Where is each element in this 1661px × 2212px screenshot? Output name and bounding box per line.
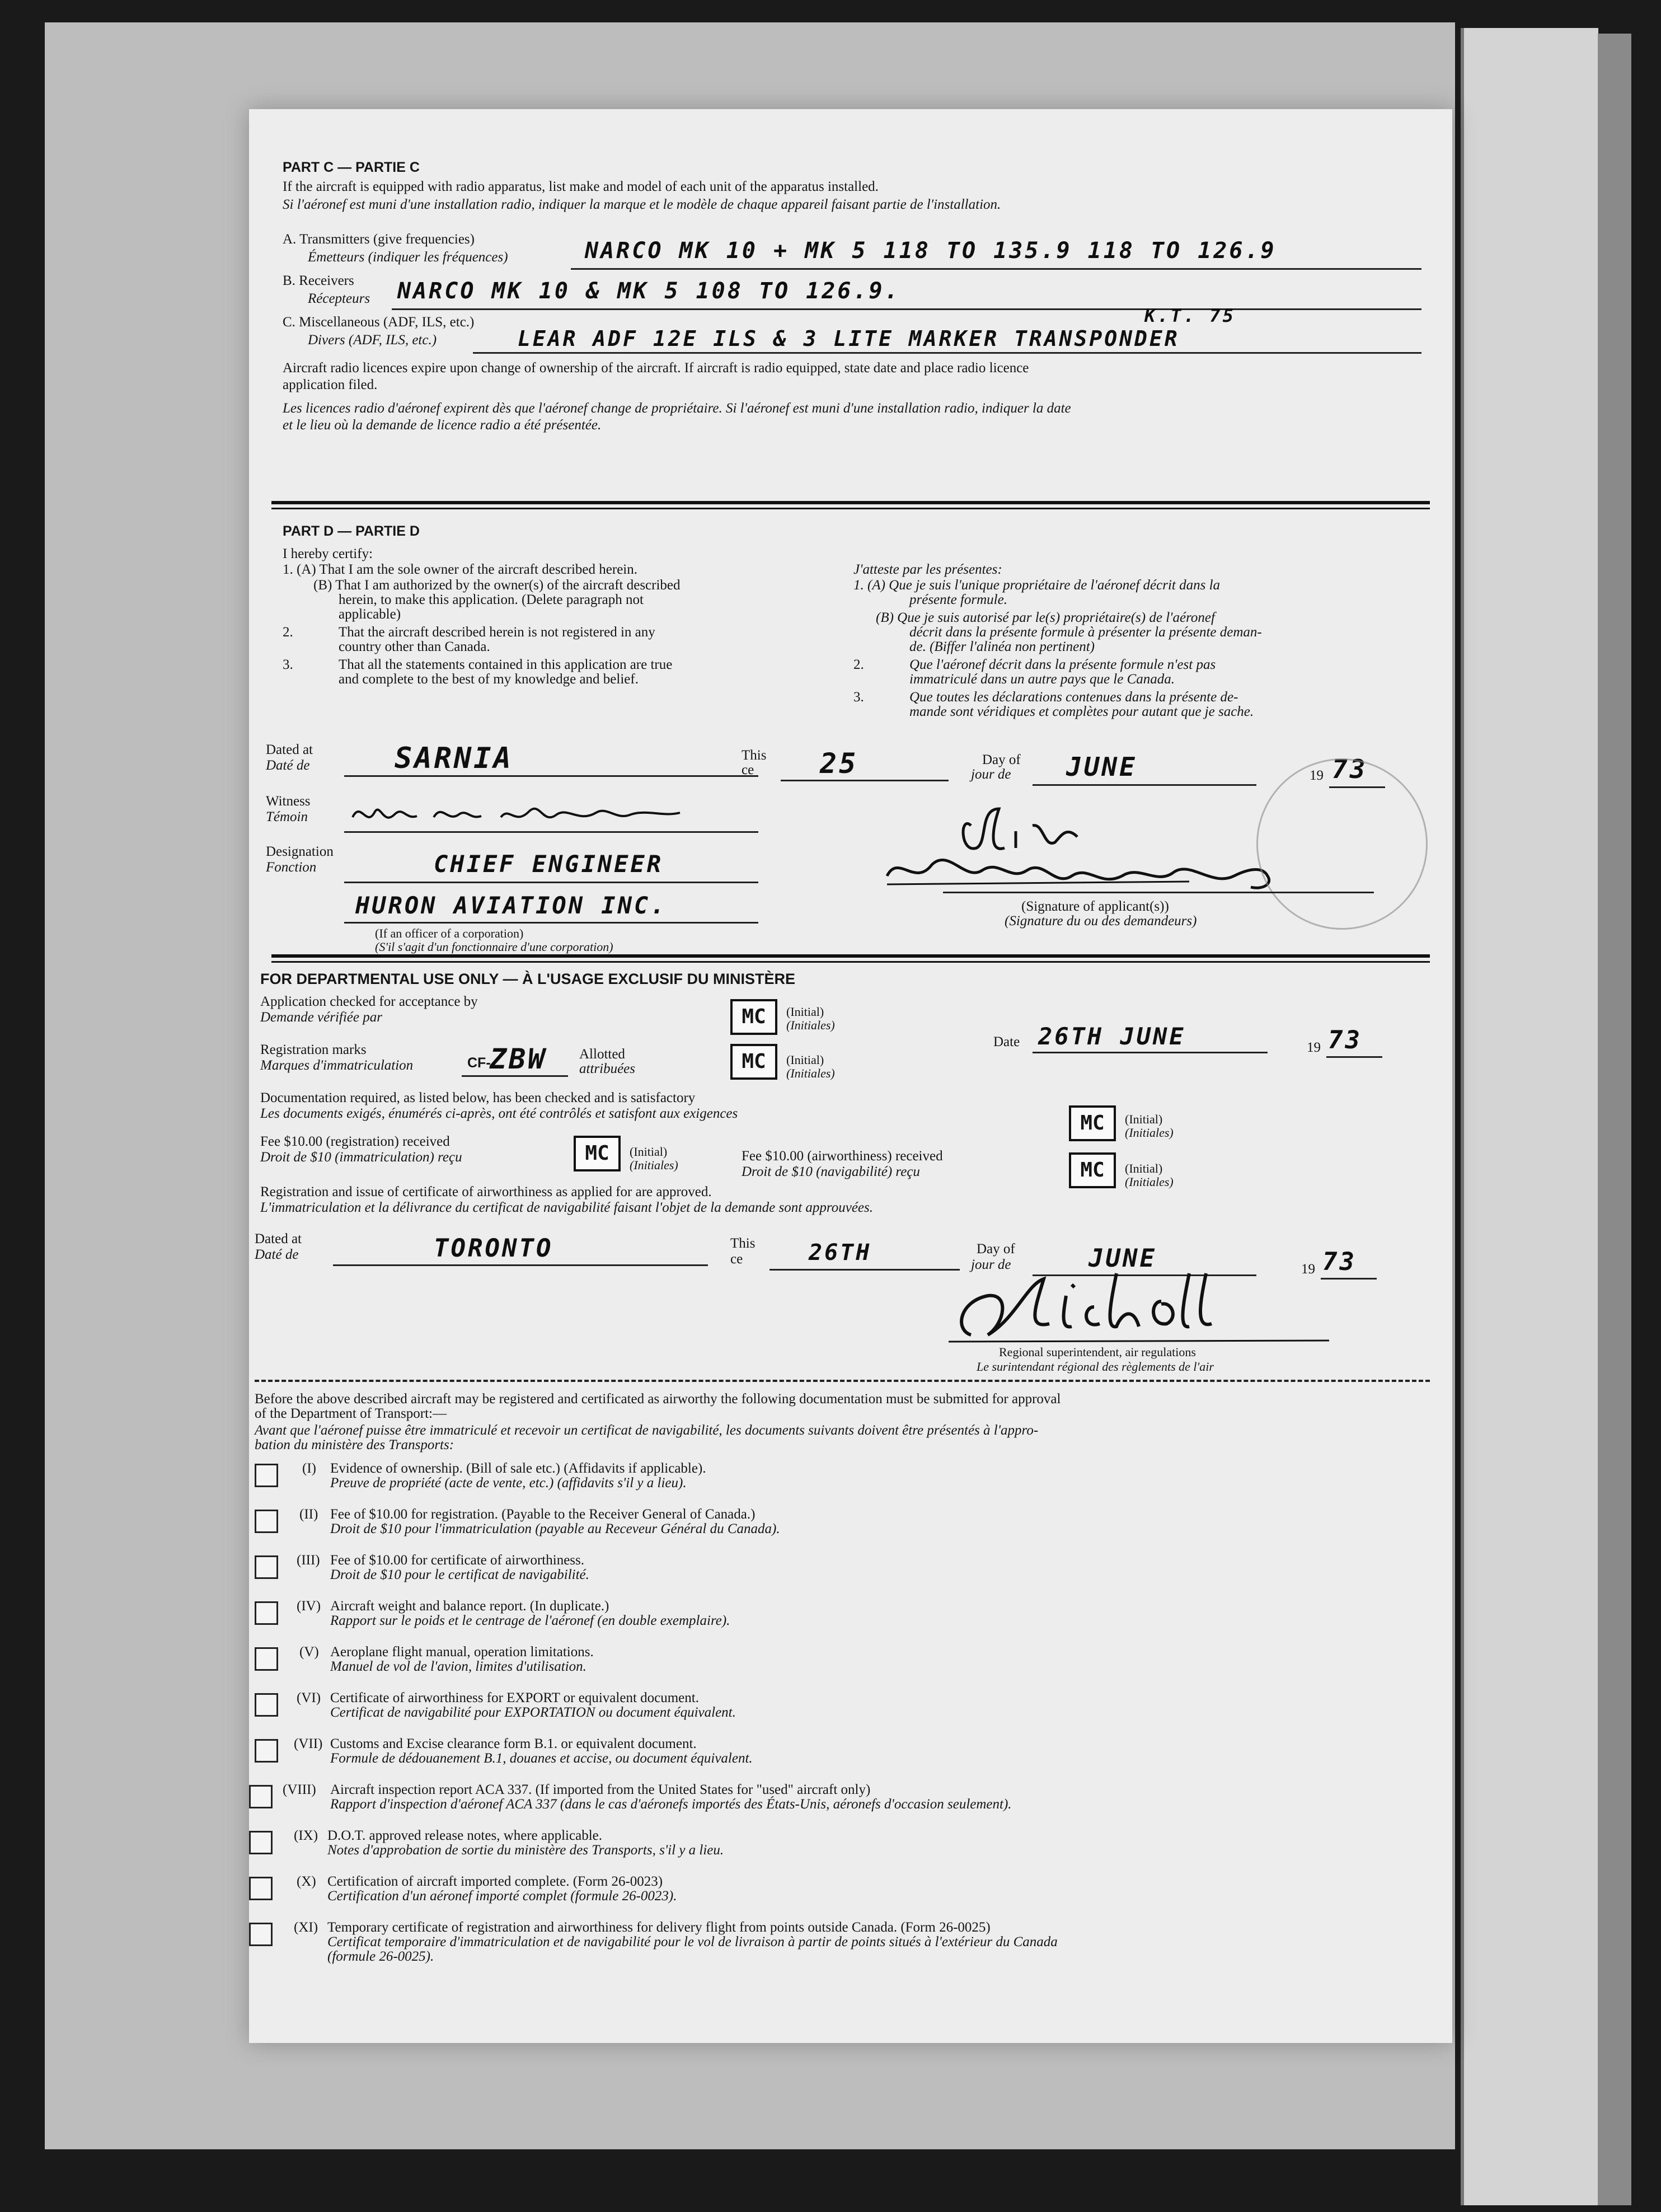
doc-item-fr: Preuve de propriété (acte de vente, etc.) (affidavits s'il y a lieu). bbox=[330, 1475, 687, 1491]
allotted-label-fr: attribuées bbox=[579, 1061, 635, 1076]
doc-item-en: Customs and Excise clearance form B.1. or equivalent document. bbox=[330, 1736, 697, 1751]
doc-checkbox-viii[interactable] bbox=[249, 1785, 273, 1808]
dept-year-value: 73 bbox=[1322, 1248, 1357, 1276]
superintendent-label-en: Regional superintendent, air regulations bbox=[999, 1345, 1196, 1359]
witness-label-fr: Témoin bbox=[266, 809, 308, 824]
dept-heading: FOR DEPARTMENTAL USE ONLY — À L'USAGE EXCLUSIF DU MINISTÈRE bbox=[260, 971, 795, 987]
doc-num: (II) bbox=[299, 1507, 318, 1522]
day-of-label-fr: jour de bbox=[971, 767, 1011, 782]
dept-this-label: This bbox=[730, 1236, 756, 1251]
doc-item-fr: Rapport d'inspection d'aéronef ACA 337 (dans le cas d'aéronefs importés des États-Unis, aéronefs d'occasion seulement). bbox=[330, 1797, 1012, 1812]
cert-en-1b-1: (B) That I am authorized by the owner(s) of the aircraft described bbox=[313, 578, 681, 593]
fee-air-label-fr: Droit de $10 (navigabilité) reçu bbox=[742, 1164, 920, 1179]
doc-item-fr: Certification d'un aéronef importé complet (formule 26-0023). bbox=[327, 1888, 677, 1904]
checked-label: Application checked for acceptance by bbox=[260, 994, 478, 1009]
dept-day-of-label: Day of bbox=[977, 1241, 1015, 1257]
part-d-heading: PART D — PARTIE D bbox=[283, 523, 420, 539]
certify-en: I hereby certify: bbox=[283, 546, 373, 561]
allotted-initials-box: MC bbox=[730, 1044, 777, 1080]
cert-en-1b-2: herein, to make this application. (Delete paragraph not bbox=[339, 592, 644, 607]
transmitters-label: A. Transmitters (give frequencies) bbox=[283, 232, 475, 247]
officer-note-fr: (S'il s'agit d'un fonctionnaire d'une corporation) bbox=[375, 940, 613, 954]
this-label-fr: ce bbox=[742, 762, 754, 777]
docs-intro-en-2: of the Department of Transport:— bbox=[255, 1406, 447, 1421]
doc-item-fr: Certificat temporaire d'immatriculation et de navigabilité pour le vol de livraison à partir de points situés à l'extérieur du Canada bbox=[327, 1934, 1058, 1949]
cert-en-3-2: and complete to the best of my knowledge and belief. bbox=[339, 672, 639, 687]
date-label: Date bbox=[993, 1034, 1020, 1049]
dashed-separator bbox=[255, 1380, 1430, 1382]
reg-marks-label-fr: Marques d'immatriculation bbox=[260, 1058, 414, 1073]
radio-note-en-1: Aircraft radio licences expire upon change of ownership of the aircraft. If aircraft is radio equipped, state date and place radio licence bbox=[283, 360, 1029, 376]
certify-fr: J'atteste par les présentes: bbox=[853, 562, 1002, 577]
cert-fr-3-1: Que toutes les déclarations contenues dans la présente de- bbox=[909, 690, 1238, 705]
year-value: 73 bbox=[1332, 754, 1368, 784]
applicant-sig-label-en: (Signature of applicant(s)) bbox=[1021, 899, 1169, 914]
superintendent-signature bbox=[937, 1262, 1340, 1352]
doc-num: (VIII) bbox=[283, 1782, 316, 1797]
doc-item-en: Evidence of ownership. (Bill of sale etc.) (Affidavits if applicable). bbox=[330, 1461, 706, 1476]
doc-item-en: Aeroplane flight manual, operation limitations. bbox=[330, 1644, 594, 1660]
doc-item-en: Fee of $10.00 for registration. (Payable to the Receiver General of Canada.) bbox=[330, 1507, 756, 1522]
doc-checkbox-xi[interactable] bbox=[249, 1923, 273, 1946]
fee-reg-initial-label: (Initial) bbox=[630, 1145, 668, 1159]
part-c-intro-fr: Si l'aéronef est muni d'une installation radio, indiquer la marque et le modèle de chaque appareil faisant partie de l'installation. bbox=[283, 197, 1001, 212]
reg-value: ZBW bbox=[490, 1043, 547, 1075]
radio-note-en-2: application filed. bbox=[283, 377, 378, 392]
doc-item-en: Aircraft weight and balance report. (In duplicate.) bbox=[330, 1599, 609, 1614]
doc-num: (V) bbox=[299, 1644, 319, 1660]
superintendent-label-fr: Le surintendant régional des règlements de l'air bbox=[977, 1360, 1214, 1374]
docs-intro-en-1: Before the above described aircraft may be registered and certificated as airworthy the following documentation must be submitted for approval bbox=[255, 1391, 1061, 1407]
allotted-initial-label-fr: (Initiales) bbox=[786, 1066, 835, 1080]
doc-item-fr: Droit de $10 pour le certificat de navigabilité. bbox=[330, 1567, 589, 1582]
this-label: This bbox=[742, 748, 767, 763]
fee-air-initial-label-fr: (Initiales) bbox=[1125, 1175, 1174, 1189]
doc-item-fr: Formule de dédouanement B.1, douanes et accise, ou document équivalent. bbox=[330, 1751, 753, 1766]
checked-label-fr: Demande vérifiée par bbox=[260, 1010, 382, 1025]
dated-at-label: Dated at bbox=[266, 742, 313, 757]
doc-item-fr: Droit de $10 pour l'immatriculation (payable au Receveur Général du Canada). bbox=[330, 1521, 780, 1536]
checked-initials-box: MC bbox=[730, 999, 777, 1035]
transmitters-label-fr: Émetteurs (indiquer les fréquences) bbox=[308, 250, 508, 265]
doc-checkbox-vii[interactable] bbox=[255, 1739, 278, 1763]
initial-label: (Initial) bbox=[786, 1005, 824, 1019]
fee-air-label: Fee $10.00 (airworthiness) received bbox=[742, 1149, 943, 1164]
doc-item-fr: Manuel de vol de l'avion, limites d'utilisation. bbox=[330, 1659, 586, 1674]
cert-fr-1b-2: décrit dans la présente formule à présenter la présente deman- bbox=[909, 625, 1262, 640]
misc-label: C. Miscellaneous (ADF, ILS, etc.) bbox=[283, 315, 475, 330]
dated-at-label-fr: Daté de bbox=[266, 758, 310, 773]
docs-intro-fr-2: bation du ministère des Transports: bbox=[255, 1437, 454, 1452]
doc-checkbox-v[interactable] bbox=[255, 1647, 278, 1671]
cert-fr-2-num: 2. bbox=[853, 657, 864, 672]
radio-note-fr-2: et le lieu où la demande de licence radio a été présentée. bbox=[283, 418, 602, 433]
day-of-label: Day of bbox=[982, 752, 1021, 767]
witness-label: Witness bbox=[266, 794, 311, 809]
doc-item-en: Certificate of airworthiness for EXPORT or equivalent document. bbox=[330, 1690, 699, 1705]
doc-checkbox-ix[interactable] bbox=[249, 1831, 273, 1854]
dept-dated-at-value: TORONTO bbox=[434, 1234, 553, 1263]
year-prefix: 19 bbox=[1310, 768, 1324, 783]
cert-en-2-num: 2. bbox=[283, 625, 293, 640]
reg-marks-label: Registration marks bbox=[260, 1042, 367, 1057]
receivers-label: B. Receivers bbox=[283, 273, 354, 288]
cert-en-1a: 1. (A) That I am the sole owner of the aircraft described herein. bbox=[283, 562, 637, 577]
doc-num: (IX) bbox=[294, 1828, 318, 1843]
cert-en-1b-3: applicable) bbox=[339, 607, 401, 622]
doc-item-fr: Notes d'approbation de sortie du ministère des Transports, s'il y a lieu. bbox=[327, 1843, 724, 1858]
fee-reg-initial-label-fr: (Initiales) bbox=[630, 1158, 678, 1172]
film-edge bbox=[1598, 34, 1631, 2205]
doc-checkbox-ii[interactable] bbox=[255, 1510, 278, 1533]
cert-fr-1b-1: (B) Que je suis autorisé par le(s) propriétaire(s) de l'aéronef bbox=[876, 610, 1215, 625]
dept-day-of-label-fr: jour de bbox=[971, 1257, 1011, 1272]
fee-air-initials-box: MC bbox=[1069, 1152, 1116, 1188]
part-c-heading: PART C — PARTIE C bbox=[283, 160, 420, 175]
officer-note-en: (If an officer of a corporation) bbox=[375, 926, 524, 940]
date-year-prefix: 19 bbox=[1307, 1040, 1321, 1055]
corporation-value: HURON AVIATION INC. bbox=[355, 892, 667, 919]
date-value: 26TH JUNE bbox=[1038, 1023, 1186, 1050]
doc-checkbox-i[interactable] bbox=[255, 1464, 278, 1487]
dept-dated-at-label: Dated at bbox=[255, 1231, 302, 1246]
documentation-initial-label: (Initial) bbox=[1125, 1112, 1163, 1126]
dated-at-value: SARNIA bbox=[395, 742, 513, 775]
documentation-label-fr: Les documents exigés, énumérés ci-après, ont été contrôlés et satisfont aux exigences bbox=[260, 1106, 738, 1121]
designation-label-fr: Fonction bbox=[266, 860, 317, 875]
doc-num: (VI) bbox=[297, 1690, 321, 1705]
dept-dated-at-label-fr: Daté de bbox=[255, 1247, 299, 1262]
doc-item-en: Aircraft inspection report ACA 337. (If imported from the United States for "used" aircraft only) bbox=[330, 1782, 871, 1797]
doc-item-en: Temporary certificate of registration and airworthiness for delivery flight from points outside Canada. (Form 26-0025) bbox=[327, 1920, 991, 1935]
allotted-initial-label: (Initial) bbox=[786, 1053, 824, 1067]
misc-label-fr: Divers (ADF, ILS, etc.) bbox=[308, 332, 437, 348]
cert-en-2-1: That the aircraft described herein is not registered in any bbox=[339, 625, 655, 640]
doc-item-fr: Rapport sur le poids et le centrage de l'aéronef (en double exemplaire). bbox=[330, 1613, 730, 1628]
issue-approved-label: Registration and issue of certificate of airworthiness as applied for are approved. bbox=[260, 1184, 712, 1199]
issue-approved-label-fr: L'immatriculation et la délivrance du certificat de navigabilité faisant l'objet de la demande sont approuvées. bbox=[260, 1200, 873, 1215]
receivers-value: NARCO MK 10 & MK 5 108 TO 126.9. bbox=[397, 278, 900, 304]
doc-item-en: D.O.T. approved release notes, where applicable. bbox=[327, 1828, 602, 1843]
doc-num: (X) bbox=[297, 1874, 316, 1889]
fee-reg-initials-box: MC bbox=[574, 1136, 621, 1171]
cert-fr-2-2: immatriculé dans un autre pays que le Canada. bbox=[909, 672, 1175, 687]
receivers-label-fr: Récepteurs bbox=[308, 291, 370, 306]
doc-num: (IV) bbox=[297, 1599, 321, 1614]
fee-reg-label: Fee $10.00 (registration) received bbox=[260, 1134, 450, 1149]
doc-num: (I) bbox=[302, 1461, 316, 1476]
dept-day-value: 26TH bbox=[809, 1240, 872, 1266]
doc-checkbox-iv[interactable] bbox=[255, 1601, 278, 1625]
cert-fr-2-1: Que l'aéronef décrit dans la présente formule n'est pas bbox=[909, 657, 1216, 672]
misc-value-extra: K.T. 75 bbox=[1144, 305, 1236, 326]
dept-month-value: JUNE bbox=[1088, 1244, 1157, 1273]
fee-air-initial-label: (Initial) bbox=[1125, 1161, 1163, 1175]
doc-num: (VII) bbox=[294, 1736, 323, 1751]
documentation-initial-label-fr: (Initiales) bbox=[1125, 1126, 1174, 1140]
docs-intro-fr-1: Avant que l'aéronef puisse être immatriculé et recevoir un certificat de navigabilité, les documents suivants doivent être présentés à l'appro- bbox=[255, 1423, 1039, 1438]
date-stamp bbox=[1256, 758, 1428, 930]
fee-reg-label-fr: Droit de $10 (immatriculation) reçu bbox=[260, 1150, 462, 1165]
designation-label: Designation bbox=[266, 844, 334, 859]
reg-prefix: CF- bbox=[467, 1055, 491, 1071]
witness-signature bbox=[350, 795, 753, 834]
doc-item-fr: Certificat de navigabilité pour EXPORTATION ou document équivalent. bbox=[330, 1705, 736, 1720]
doc-item-en: Fee of $10.00 for certificate of airworthiness. bbox=[330, 1553, 585, 1568]
month-value: JUNE bbox=[1066, 752, 1137, 782]
documentation-initials-box: MC bbox=[1069, 1105, 1116, 1141]
cert-en-2-2: country other than Canada. bbox=[339, 639, 490, 654]
applicant-sig-label-fr: (Signature du ou des demandeurs) bbox=[1005, 913, 1197, 929]
misc-value: LEAR ADF 12E ILS & 3 LITE MARKER TRANSPONDER bbox=[518, 326, 1180, 351]
section-rule bbox=[271, 501, 1430, 504]
initial-label-fr: (Initiales) bbox=[786, 1018, 835, 1032]
application-form-page bbox=[249, 109, 1452, 2043]
doc-checkbox-vi[interactable] bbox=[255, 1693, 278, 1717]
day-value: 25 bbox=[820, 747, 858, 780]
cert-en-3-1: That all the statements contained in this application are true bbox=[339, 657, 673, 672]
designation-value: CHIEF ENGINEER bbox=[434, 850, 664, 878]
dept-this-label-fr: ce bbox=[730, 1252, 743, 1267]
adjacent-page-edge bbox=[1461, 28, 1598, 2205]
cert-fr-1a-2: présente formule. bbox=[909, 592, 1007, 607]
radio-note-fr-1: Les licences radio d'aéronef expirent dès que l'aéronef change de propriétaire. Si l'aéronef est muni d'une installation radio, indiquer la date bbox=[283, 401, 1071, 416]
doc-item-en: Certification of aircraft imported complete. (Form 26-0023) bbox=[327, 1874, 663, 1889]
date-year-value: 73 bbox=[1328, 1026, 1362, 1055]
dept-year-prefix: 19 bbox=[1301, 1262, 1315, 1277]
transmitters-value: NARCO MK 10 + MK 5 118 TO 135.9 118 TO 126.9 bbox=[585, 238, 1277, 264]
doc-num: (III) bbox=[297, 1553, 320, 1568]
doc-checkbox-iii[interactable] bbox=[255, 1555, 278, 1579]
cert-en-3-num: 3. bbox=[283, 657, 293, 672]
cert-fr-1b-3: de. (Biffer l'alinéa non pertinent) bbox=[909, 639, 1095, 654]
doc-num: (XI) bbox=[294, 1920, 318, 1935]
documentation-label: Documentation required, as listed below, has been checked and is satisfactory bbox=[260, 1090, 696, 1105]
cert-fr-3-2: mande sont véridiques et complètes pour autant que je sache. bbox=[909, 704, 1254, 719]
cert-fr-3-num: 3. bbox=[853, 690, 864, 705]
cert-fr-1a-1: 1. (A) Que je suis l'unique propriétaire de l'aéronef décrit dans la bbox=[853, 578, 1221, 593]
allotted-label: Allotted bbox=[579, 1047, 625, 1062]
doc-checkbox-x[interactable] bbox=[249, 1877, 273, 1900]
part-c-intro-en: If the aircraft is equipped with radio apparatus, list make and model of each unit of the apparatus installed. bbox=[283, 179, 879, 194]
doc-item-fr-cont: (formule 26-0025). bbox=[327, 1949, 434, 1964]
